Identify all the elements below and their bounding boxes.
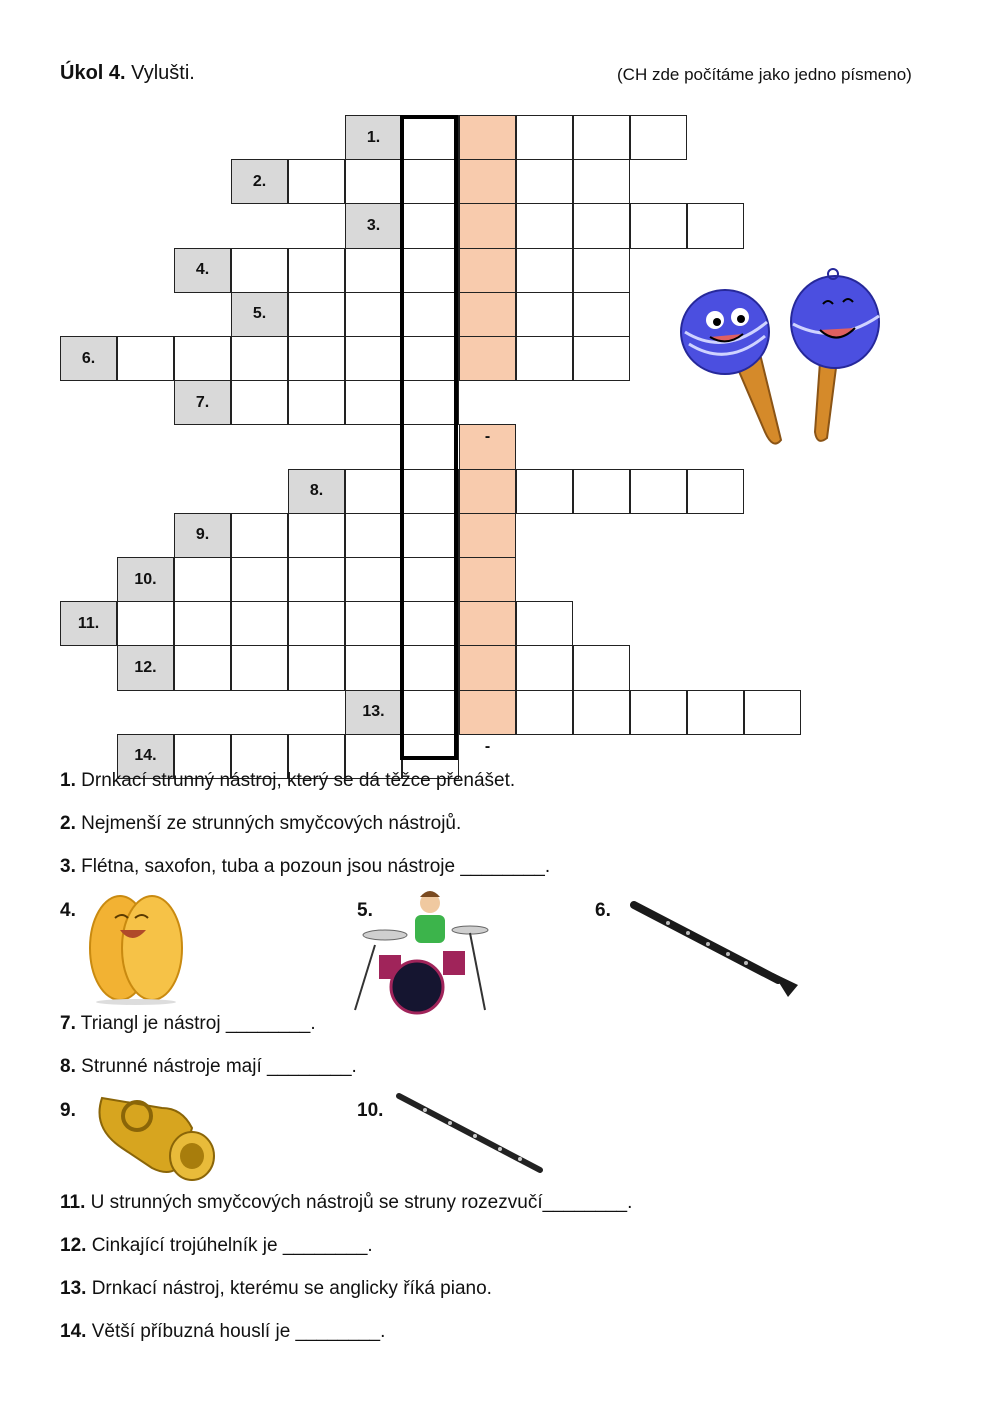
answer-cell[interactable] xyxy=(687,690,744,735)
answer-cell[interactable] xyxy=(288,645,345,690)
answer-cell[interactable] xyxy=(687,203,744,248)
clarinet-image xyxy=(628,895,803,1000)
answer-cell[interactable] xyxy=(573,115,630,160)
answer-cell[interactable] xyxy=(687,469,744,514)
solution-cell[interactable] xyxy=(459,469,516,514)
clue-7: 7. Triangl je nástroj ________. xyxy=(60,1013,316,1034)
answer-cell[interactable] xyxy=(174,557,231,602)
answer-cell[interactable] xyxy=(288,601,345,646)
answer-cell[interactable] xyxy=(288,557,345,602)
answer-cell[interactable] xyxy=(402,115,459,160)
answer-cell[interactable] xyxy=(117,601,174,646)
answer-cell[interactable] xyxy=(573,645,630,690)
picture-label-5: 5. xyxy=(357,900,373,921)
answer-cell[interactable] xyxy=(288,292,345,337)
answer-cell[interactable] xyxy=(630,690,687,735)
answer-cell[interactable] xyxy=(573,159,630,204)
answer-cell[interactable] xyxy=(573,203,630,248)
clue-11: 11. U strunných smyčcových nástrojů se struny rozezvučí________. xyxy=(60,1192,633,1213)
tuba-image xyxy=(82,1078,217,1183)
clue-number-cell: 3. xyxy=(345,203,402,248)
answer-cell[interactable] xyxy=(402,690,459,735)
task-title: Úkol 4. Vylušti. xyxy=(60,62,195,84)
clue-number-cell: 10. xyxy=(117,557,174,602)
answer-cell[interactable] xyxy=(573,469,630,514)
answer-cell[interactable] xyxy=(630,469,687,514)
answer-cell[interactable] xyxy=(516,469,573,514)
answer-cell[interactable] xyxy=(174,336,231,381)
answer-cell[interactable] xyxy=(345,645,402,690)
picture-label-10: 10. xyxy=(357,1100,384,1121)
answer-cell[interactable] xyxy=(402,645,459,690)
answer-cell[interactable] xyxy=(231,557,288,602)
answer-cell[interactable] xyxy=(402,469,459,514)
clue-number-cell: 7. xyxy=(174,380,231,425)
answer-cell[interactable] xyxy=(345,248,402,293)
solution-cell[interactable] xyxy=(459,159,516,204)
clue-number-cell: 8. xyxy=(288,469,345,514)
answer-cell[interactable] xyxy=(516,690,573,735)
answer-cell[interactable] xyxy=(402,159,459,204)
clue-12: 12. Cinkající trojúhelník je ________. xyxy=(60,1235,373,1256)
clue-number-cell: 13. xyxy=(345,690,402,735)
answer-cell[interactable] xyxy=(402,248,459,293)
answer-cell[interactable] xyxy=(288,380,345,425)
picture-label-6: 6. xyxy=(595,900,611,921)
clue-1: 1. Drnkací strunný nástroj, který se dá těžce přenášet. xyxy=(60,770,516,791)
answer-cell[interactable] xyxy=(345,380,402,425)
solution-cell[interactable] xyxy=(459,336,516,381)
solution-cell[interactable] xyxy=(459,203,516,248)
clue-8: 8. Strunné nástroje mají ________. xyxy=(60,1056,357,1077)
picture-label-4: 4. xyxy=(60,900,76,921)
answer-cell[interactable] xyxy=(288,159,345,204)
clue-number-cell: 12. xyxy=(117,645,174,690)
clue-number-cell: 2. xyxy=(231,159,288,204)
clue-number-cell: 4. xyxy=(174,248,231,293)
answer-cell[interactable] xyxy=(288,336,345,381)
solution-cell[interactable] xyxy=(459,601,516,646)
answer-cell[interactable] xyxy=(345,601,402,646)
answer-cell[interactable] xyxy=(516,292,573,337)
clue-13: 13. Drnkací nástroj, kterému se anglicky říká piano. xyxy=(60,1278,492,1299)
solution-cell[interactable] xyxy=(459,645,516,690)
task-note: (CH zde počítáme jako jedno písmeno) xyxy=(617,65,912,84)
separator-mark: - xyxy=(484,428,491,446)
answer-cell[interactable] xyxy=(345,513,402,558)
solution-cell[interactable] xyxy=(459,690,516,735)
answer-cell[interactable] xyxy=(345,336,402,381)
clue-14: 14. Větší příbuzná houslí je ________. xyxy=(60,1321,386,1342)
answer-cell[interactable] xyxy=(231,601,288,646)
answer-cell[interactable] xyxy=(174,645,231,690)
answer-cell[interactable] xyxy=(402,601,459,646)
maracas-image xyxy=(665,262,895,462)
answer-cell[interactable] xyxy=(231,248,288,293)
answer-cell[interactable] xyxy=(516,159,573,204)
answer-cell[interactable] xyxy=(516,601,573,646)
answer-cell[interactable] xyxy=(630,203,687,248)
clue-2: 2. Nejmenší ze strunných smyčcových nástrojů. xyxy=(60,813,462,834)
answer-cell[interactable] xyxy=(402,292,459,337)
answer-cell[interactable] xyxy=(231,513,288,558)
answer-cell[interactable] xyxy=(345,469,402,514)
answer-cell[interactable] xyxy=(402,336,459,381)
answer-cell[interactable] xyxy=(516,645,573,690)
answer-cell[interactable] xyxy=(231,336,288,381)
answer-cell[interactable] xyxy=(402,513,459,558)
answer-cell[interactable] xyxy=(288,248,345,293)
oboe-image xyxy=(395,1090,555,1182)
clue-number-cell: 9. xyxy=(174,513,231,558)
clue-3: 3. Flétna, saxofon, tuba a pozoun jsou nástroje ________. xyxy=(60,856,551,877)
clue-number-cell: 1. xyxy=(345,115,402,160)
clue-number-cell: 11. xyxy=(60,601,117,646)
cymbals-image xyxy=(80,888,195,1008)
answer-cell[interactable] xyxy=(744,690,801,735)
clue-number-cell: 14. xyxy=(117,734,174,779)
answer-cell[interactable] xyxy=(516,336,573,381)
clue-number-cell: 5. xyxy=(231,292,288,337)
answer-cell[interactable] xyxy=(402,557,459,602)
answer-cell[interactable] xyxy=(516,203,573,248)
picture-label-9: 9. xyxy=(60,1100,76,1121)
solution-cell[interactable] xyxy=(459,292,516,337)
solution-cell[interactable] xyxy=(459,115,516,160)
clue-number-cell: 6. xyxy=(60,336,117,381)
answer-cell[interactable] xyxy=(345,159,402,204)
answer-cell[interactable] xyxy=(516,248,573,293)
answer-cell[interactable] xyxy=(345,292,402,337)
answer-cell[interactable] xyxy=(573,292,630,337)
answer-cell[interactable] xyxy=(402,203,459,248)
answer-cell[interactable] xyxy=(231,380,288,425)
solution-cell[interactable] xyxy=(459,513,516,558)
separator-mark: - xyxy=(484,737,491,755)
answer-cell[interactable] xyxy=(630,115,687,160)
answer-cell[interactable] xyxy=(573,248,630,293)
answer-cell[interactable] xyxy=(174,601,231,646)
answer-cell[interactable] xyxy=(573,690,630,735)
answer-cell[interactable] xyxy=(345,557,402,602)
answer-cell[interactable] xyxy=(402,380,459,425)
drum-kit-image xyxy=(345,885,495,1015)
answer-cell[interactable] xyxy=(573,336,630,381)
answer-cell[interactable] xyxy=(516,115,573,160)
solution-cell[interactable] xyxy=(459,248,516,293)
answer-cell[interactable] xyxy=(117,336,174,381)
solution-cell[interactable] xyxy=(459,557,516,602)
answer-cell[interactable] xyxy=(231,645,288,690)
answer-cell[interactable] xyxy=(288,513,345,558)
